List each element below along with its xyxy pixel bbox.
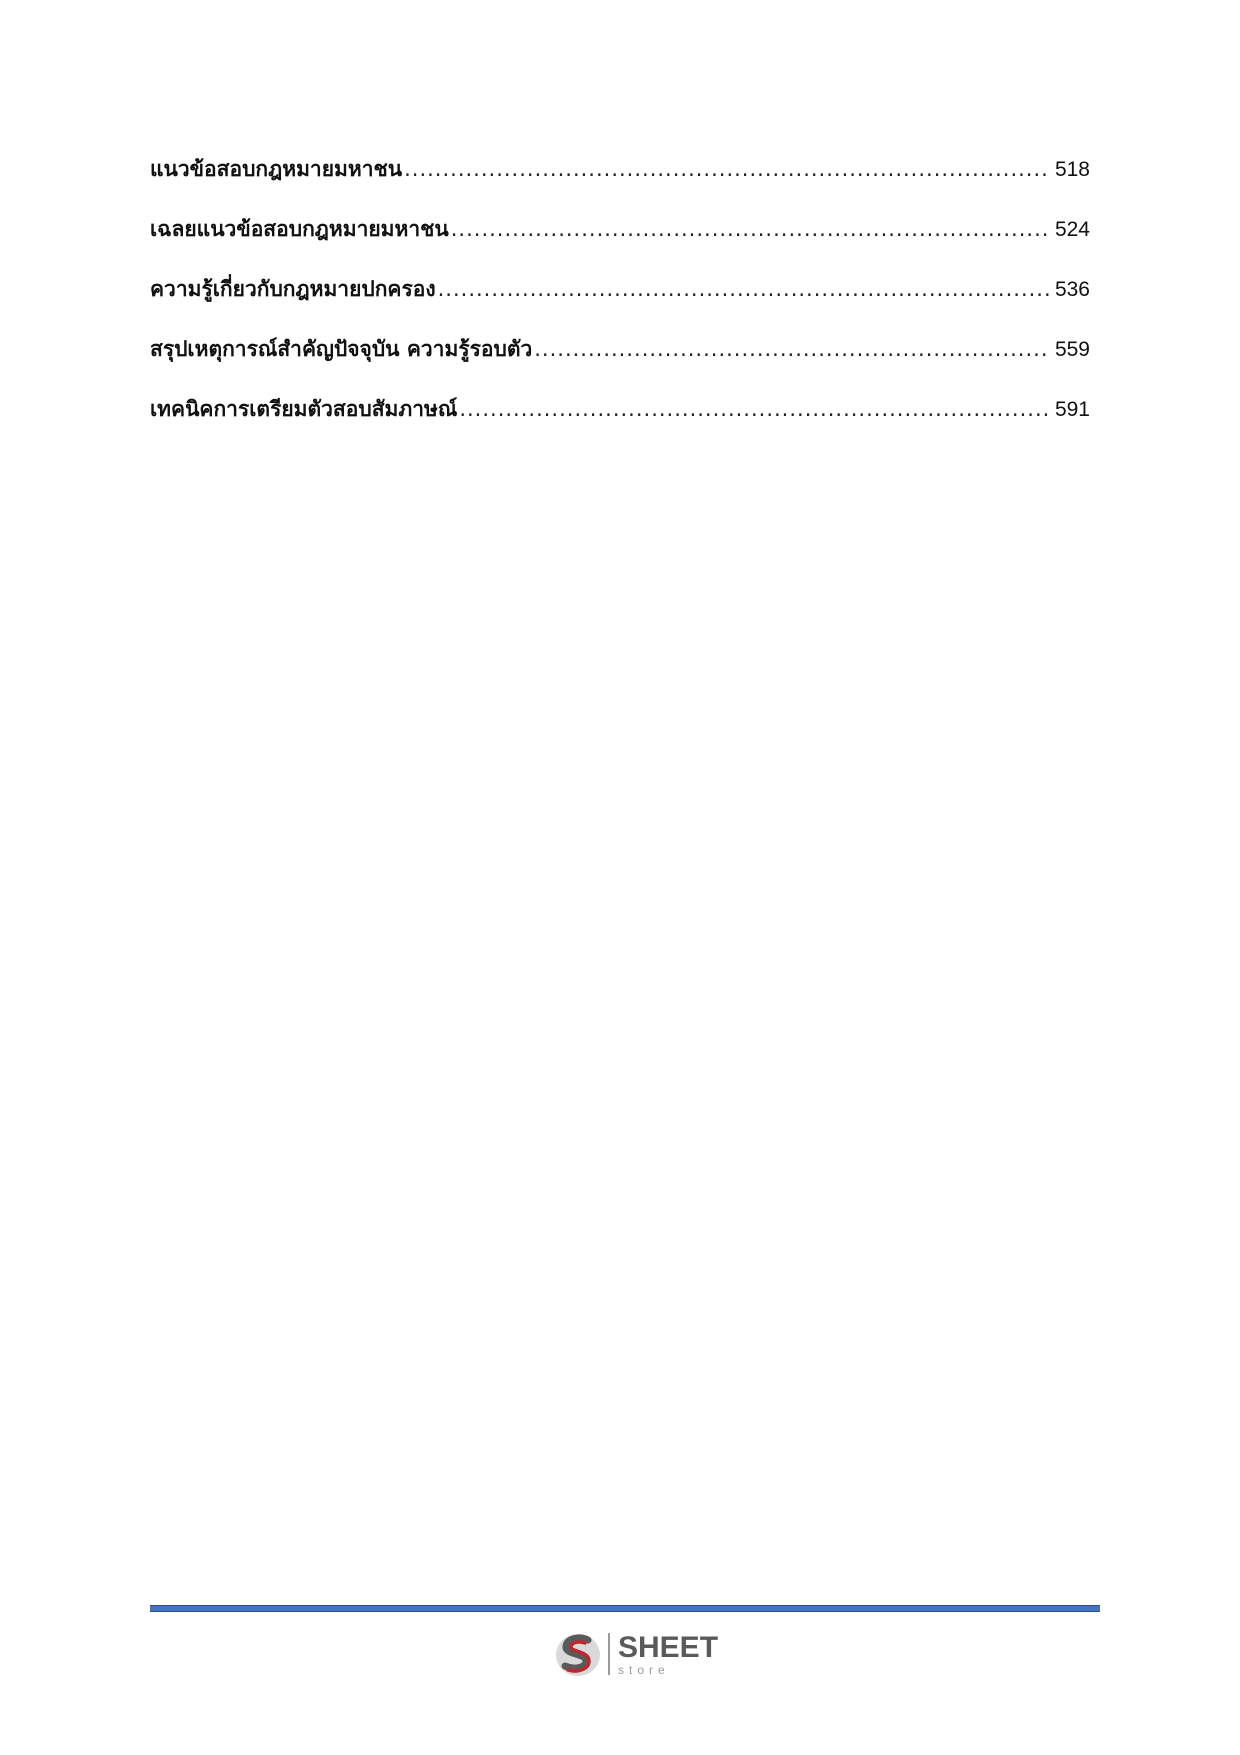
- toc-entry-title: ความรู้เกี่ยวกับกฎหมายปกครอง: [150, 277, 436, 301]
- toc-dot-leader: [534, 337, 1049, 361]
- toc-dot-leader: [459, 397, 1049, 421]
- toc-entry-page: 536: [1054, 278, 1090, 301]
- logo-wordmark: [618, 1630, 719, 1677]
- table-of-contents: [150, 153, 1090, 453]
- toc-entry-page: 559: [1054, 338, 1090, 361]
- toc-dot-leader: [438, 277, 1049, 301]
- toc-entry-page: 524: [1054, 218, 1090, 241]
- toc-entry-title: เทคนิคการเตรียมตัวสอบสัมภาษณ์: [150, 397, 458, 421]
- toc-entry-title: สรุปเหตุการณ์สำคัญปัจจุบัน ความรู้รอบตัว: [150, 337, 533, 361]
- toc-dot-leader: [404, 157, 1049, 181]
- toc-entry[interactable]: [150, 333, 1090, 393]
- toc-entry[interactable]: [150, 273, 1090, 333]
- logo-divider: [608, 1633, 610, 1675]
- sheet-store-s-logo-icon: [552, 1628, 604, 1680]
- logo-word: SHEET: [618, 1630, 719, 1664]
- toc-entry[interactable]: [150, 153, 1090, 213]
- footer-divider: [150, 1605, 1100, 1612]
- toc-entry-page: 591: [1054, 398, 1090, 421]
- sheet-store-logo: [552, 1628, 718, 1680]
- toc-entry-page: 518: [1054, 158, 1090, 181]
- toc-entry[interactable]: [150, 213, 1090, 273]
- toc-entry[interactable]: [150, 393, 1090, 453]
- toc-dot-leader: [451, 217, 1049, 241]
- toc-entry-title: เฉลยแนวข้อสอบกฎหมายมหาชน: [150, 217, 449, 241]
- toc-entry-title: แนวข้อสอบกฎหมายมหาชน: [150, 157, 403, 181]
- logo-subword: store: [618, 1662, 670, 1677]
